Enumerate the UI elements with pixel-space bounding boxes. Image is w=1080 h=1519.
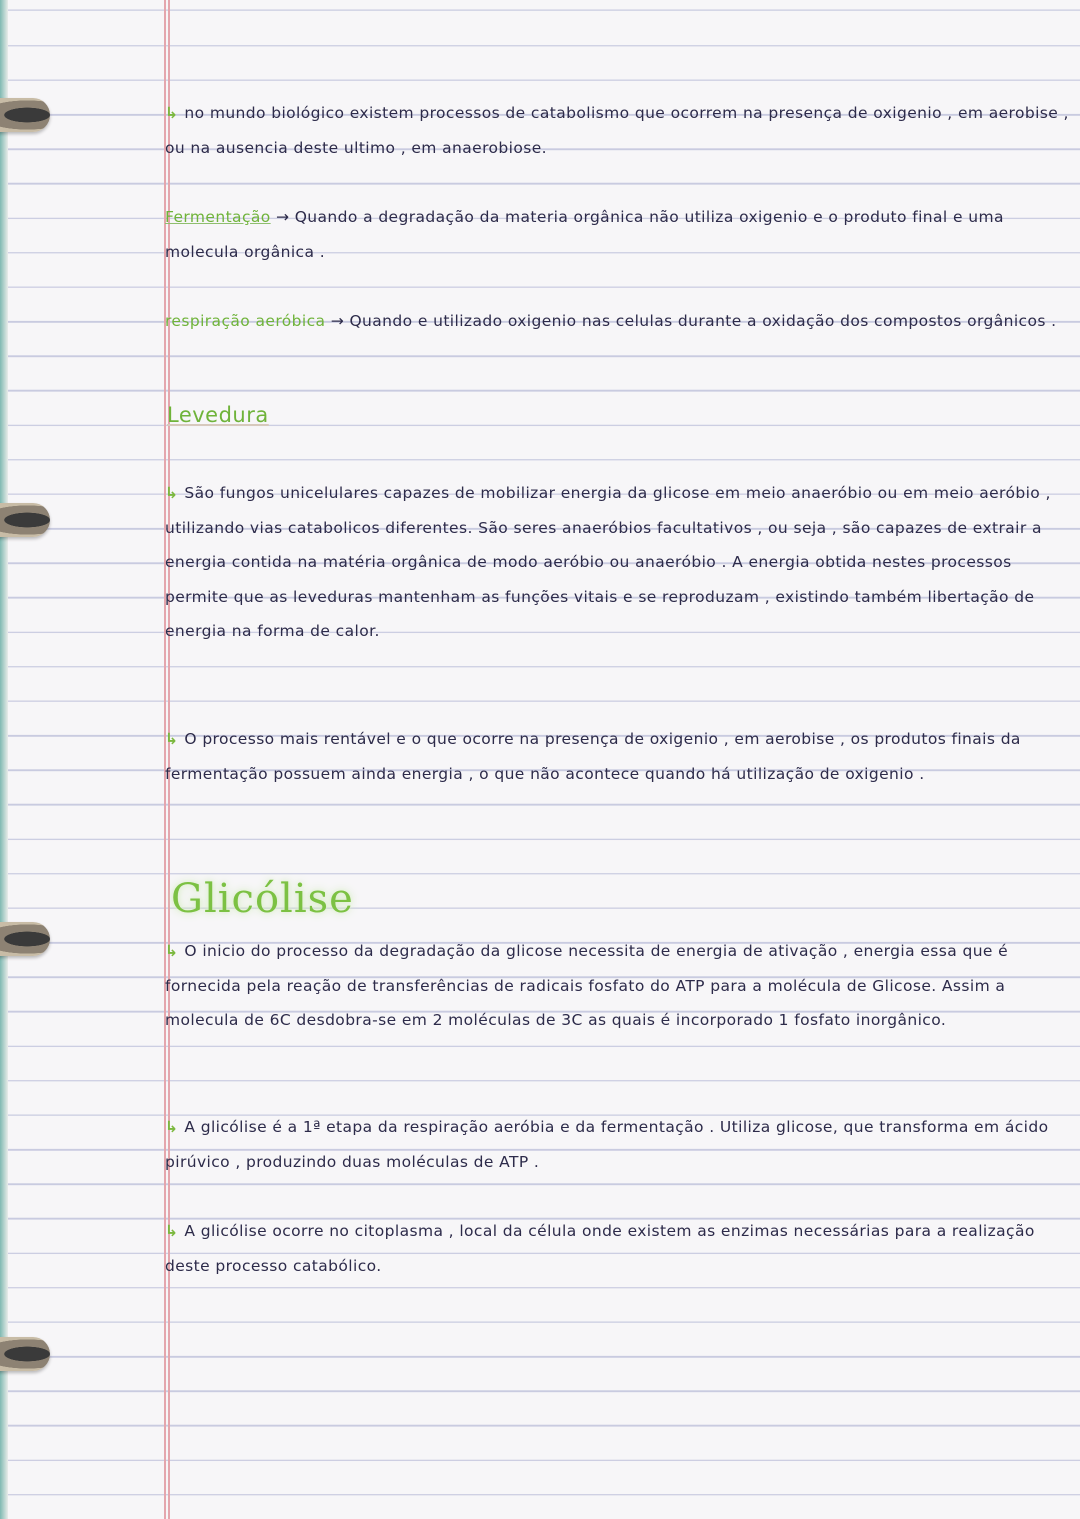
binder-ring <box>0 1337 50 1371</box>
glicolise-heading: Glicólise <box>171 876 354 922</box>
rentavel-text: O processo mais rentável e o que ocorre na presença de oxigenio , em aerobise , os produtos finais da fermentação possuem ainda energia , o que não acontece quando há utilização de oxigenio . <box>165 730 1021 783</box>
arrow-icon: ↳ <box>165 1222 179 1240</box>
intro-paragraph <box>165 96 1070 165</box>
glicolise-paragraph-2 <box>165 1110 1070 1179</box>
glicolise-paragraph-3 <box>165 1214 1070 1283</box>
glicolise-paragraph-1 <box>165 934 1070 1038</box>
fermentation-text: Quando a degradação da materia orgânica não utiliza oxigenio e o produto final e uma molecula orgânica . <box>165 208 1004 261</box>
glicolise-text-2: A glicólise é a 1ª etapa da respiração aeróbia e da fermentação . Utiliza glicose, que transforma em ácido pirúvico , produzindo duas moléculas de ATP . <box>165 1118 1049 1171</box>
page-edge <box>0 0 8 1519</box>
leveduras-paragraph <box>165 476 1070 649</box>
arrow-icon: ↳ <box>165 104 179 122</box>
respiration-text: Quando e utilizado oxigenio nas celulas durante a oxidação dos compostos orgânicos . <box>349 312 1057 330</box>
fermentation-definition <box>165 200 1070 269</box>
rentavel-paragraph <box>165 722 1070 791</box>
respiration-definition <box>165 304 1070 339</box>
intro-text: no mundo biológico existem processos de catabolismo que ocorrem na presença de oxigenio , em aerobise , ou na ausencia deste ultimo , em anaerobiose. <box>165 104 1069 157</box>
fermentation-term: Fermentação <box>165 208 271 226</box>
arrow-icon: ↳ <box>165 942 179 960</box>
arrow-icon: → <box>275 208 295 226</box>
arrow-icon: → <box>330 312 350 330</box>
binder-ring <box>0 922 50 956</box>
arrow-icon: ↳ <box>165 484 179 502</box>
arrow-icon: ↳ <box>165 1118 179 1136</box>
respiration-term: respiração aeróbica <box>165 312 326 330</box>
leveduras-text: São fungos unicelulares capazes de mobilizar energia da glicose em meio anaeróbio ou em meio aeróbio , utilizando vias catabolicos diferentes. São seres anaeróbios facultativos , ou seja , são capazes de extrair a energia contida na matéria orgânica de modo aeróbio ou anaeróbio . A energia obtida nestes processos permite que as leveduras mantenham as funções vitais e se reproduzam , existindo também libertação de energia na forma de calor. <box>165 484 1051 640</box>
glicolise-text-1: O inicio do processo da degradação da glicose necessita de energia de ativação , energia essa que é fornecida pela reação de transferências de radicais fosfato do ATP para a molécula de Glicose. Assim a molecula de 6C desdobra-se em 2 moléculas de 3C as quais é incorporado 1 fosfato inorgânico. <box>165 942 1009 1029</box>
binder-ring <box>0 503 50 537</box>
binder-ring <box>0 98 50 132</box>
glicolise-text-3: A glicólise ocorre no citoplasma , local da célula onde existem as enzimas necessárias para a realização deste processo catabólico. <box>165 1222 1035 1275</box>
leveduras-heading: Levedura <box>167 403 269 427</box>
arrow-icon: ↳ <box>165 730 179 748</box>
